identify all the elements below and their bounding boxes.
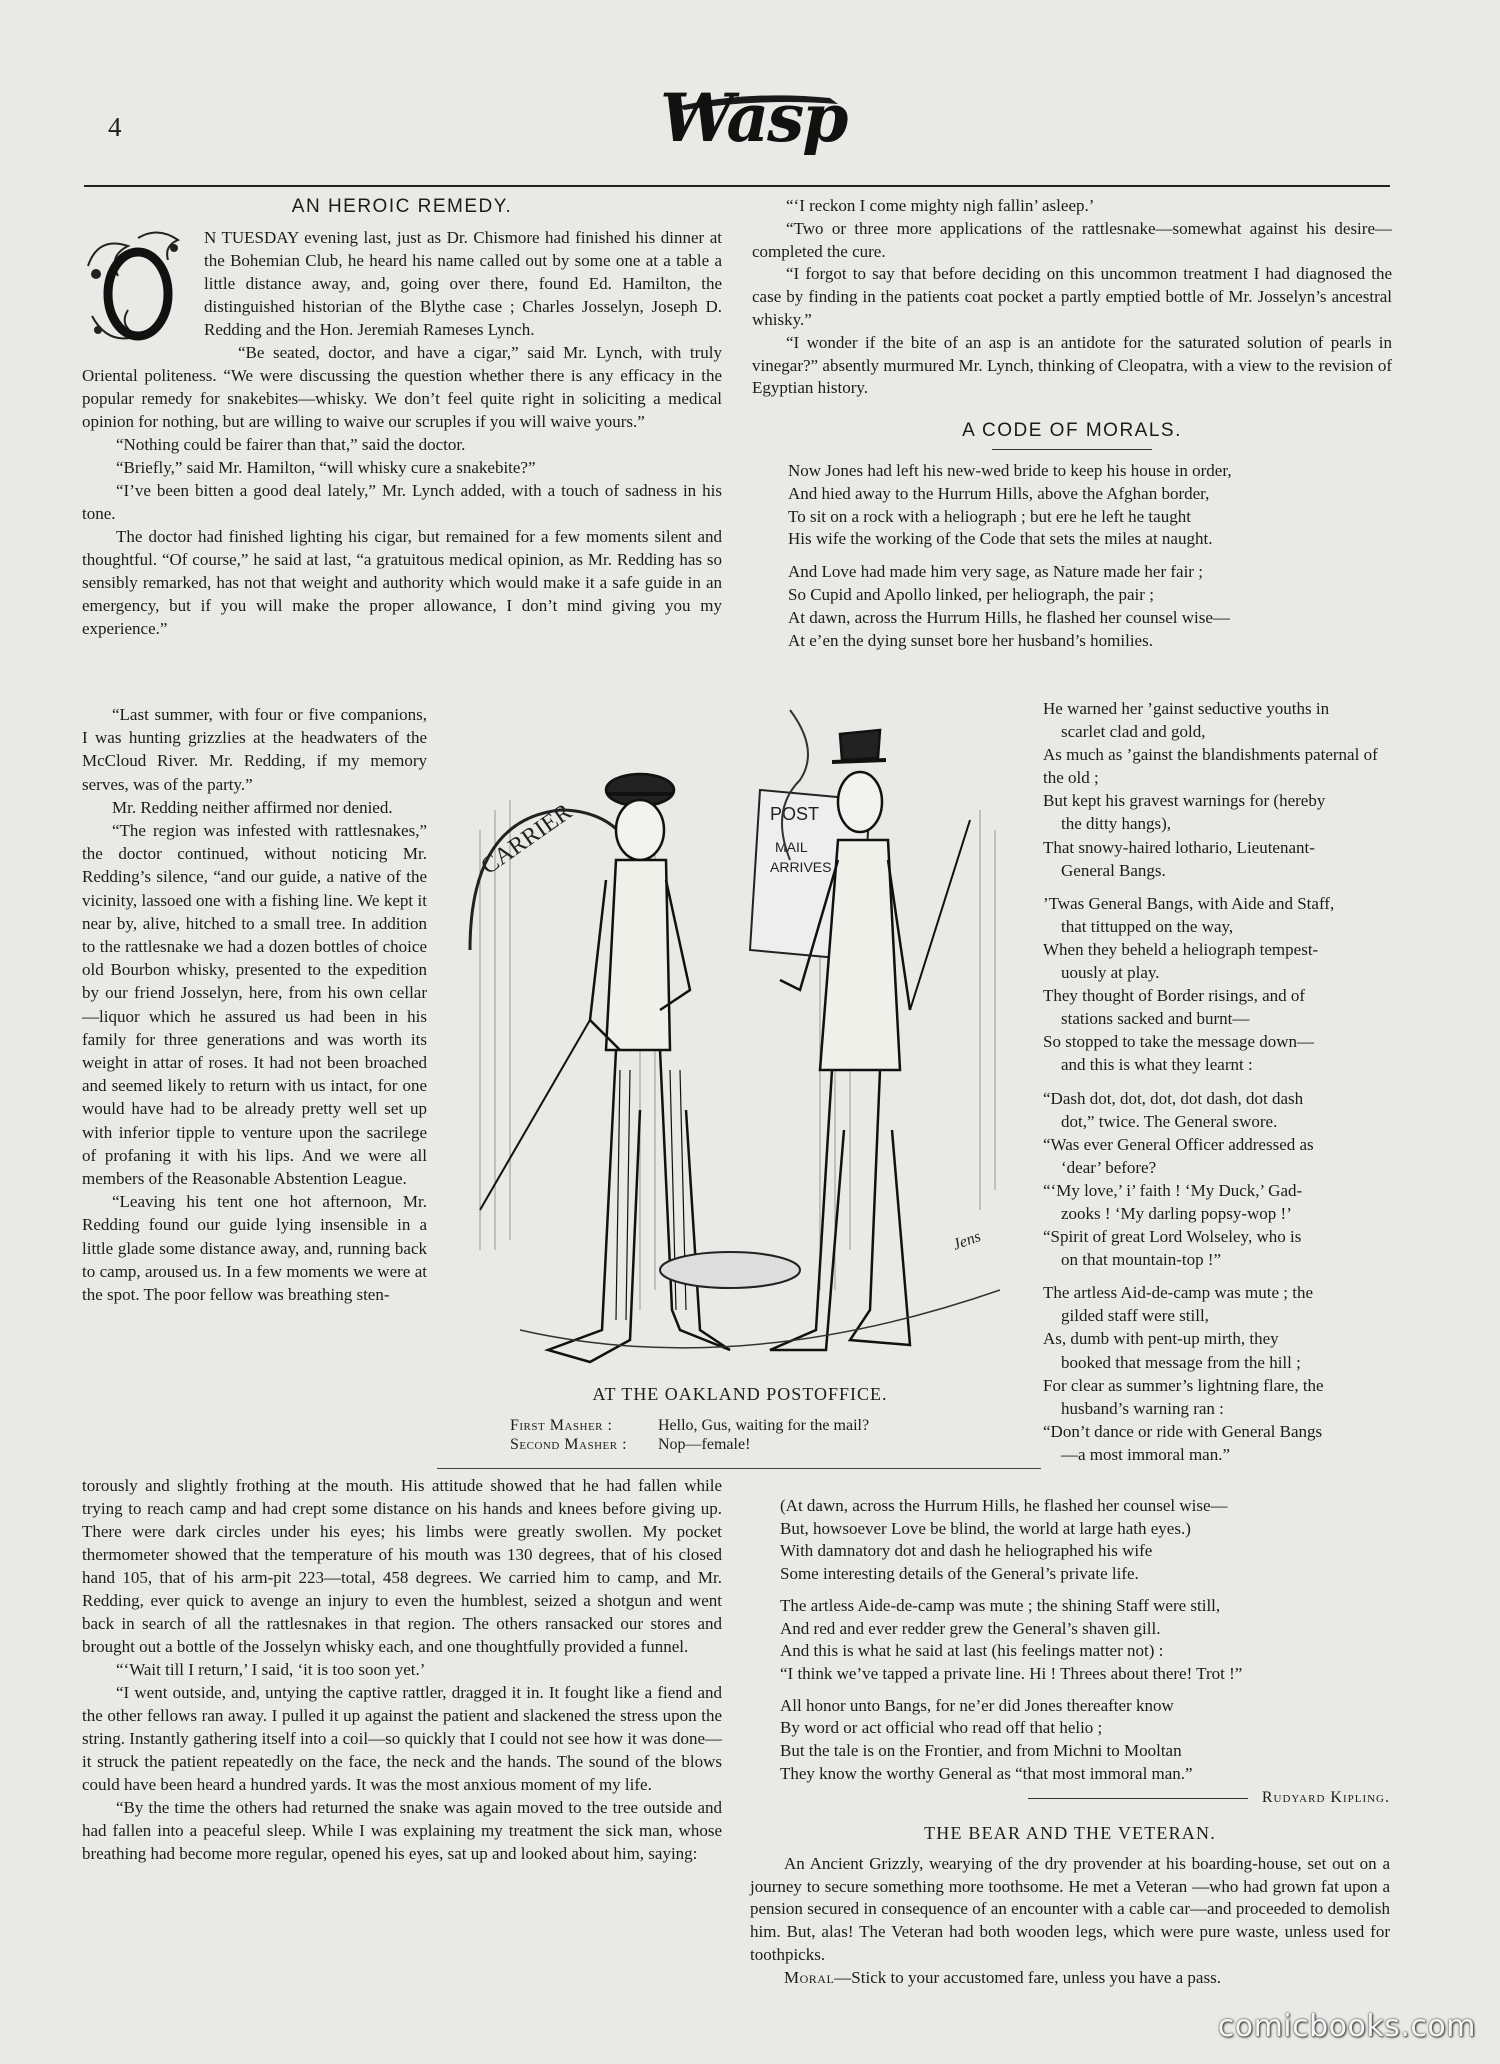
poem-line: As, dumb with pent-up mirth, they bbox=[1043, 1329, 1279, 1349]
poem-line: “Was ever General Officer addressed as bbox=[1043, 1134, 1314, 1154]
poem-line: booked that message from the hill ; bbox=[1061, 1352, 1301, 1372]
poem-line: the ditty hangs), bbox=[1061, 814, 1172, 834]
paragraph: “Briefly,” said Mr. Hamilton, “will whisky cure a snakebite?” bbox=[116, 458, 536, 477]
paragraph: “I went outside, and, untying the captive rattler, dragged it in. It fought like a fiend and the other fellows ran away. I pulled it up against the patient and slackened the stress upon the string. Instantly gathering itself into a coil—so quickly that I could not see how it was done—it struck the patient repeatedly on the face, the neck and the hands. The sound of the blows could have been heard a hundred yards. It was the most anxious moment of my life. bbox=[82, 1683, 722, 1794]
caption-row bbox=[510, 1416, 1010, 1435]
poem-line: stations sacked and burnt— bbox=[1061, 1009, 1250, 1029]
paragraph: The doctor had finished lighting his cigar, but remained for a few moments silent and thoughtful. “Of course,” he said at last, “a gratuitous medical opinion, as Mr. Redding has so sensibly remarked, has not that weight and authority which would make it a safe guide in an emergency, but if you will make the proper allowance, I don’t mind giving you my experience.” bbox=[82, 527, 722, 638]
poem-line: ’Twas General Bangs, with Aide and Staff, bbox=[1043, 893, 1335, 913]
poem-line: dot,” twice. The General swore. bbox=[1061, 1111, 1278, 1131]
caption-line: Hello, Gus, waiting for the mail? bbox=[658, 1417, 870, 1434]
poem-right-column bbox=[1043, 697, 1388, 1476]
article-title-bear-veteran: THE BEAR AND THE VETERAN. bbox=[924, 1823, 1216, 1843]
signature-row bbox=[780, 1787, 1390, 1810]
poem-line: that tittupped on the way, bbox=[1061, 916, 1234, 936]
poem-line: —a most immoral man.” bbox=[1061, 1444, 1231, 1464]
poem-line: His wife the working of the Code that sets the miles at naught. bbox=[788, 529, 1213, 549]
paragraph: “I wonder if the bite of an asp is an antidote for the saturated solution of pearls in vinegar?” absently murmured Mr. Lynch, thinking of Cleopatra, with a view to the revision of Egyptian history. bbox=[752, 332, 1392, 398]
poem-opening bbox=[752, 460, 1392, 652]
poem-line: (At dawn, across the Hurrum Hills, he flashed her counsel wise— bbox=[780, 1496, 1228, 1515]
poem-line: The artless Aide-de-camp was mute ; the shining Staff were still, bbox=[780, 1595, 1221, 1615]
poem-stanza bbox=[1043, 892, 1388, 1077]
page-number: 4 bbox=[108, 112, 122, 142]
bear-and-veteran-article bbox=[750, 1822, 1390, 1990]
signature-rule bbox=[1028, 1798, 1248, 1799]
poem-line: For clear as summer’s lightning flare, the bbox=[1043, 1375, 1324, 1395]
poem-line: and this is what they learnt : bbox=[1061, 1055, 1253, 1075]
cartoon-caption-title: AT THE OAKLAND POSTOFFICE. bbox=[592, 1384, 888, 1404]
poem-stanza bbox=[1043, 1087, 1388, 1272]
poem-line: They know the worthy General as “that most immoral man.” bbox=[780, 1763, 1193, 1783]
caption-rule bbox=[437, 1468, 1041, 1469]
poem-line: So Cupid and Apollo linked, per heliograph, the pair ; bbox=[788, 584, 1154, 604]
poem-line: But, howsoever Love be blind, the world at large hath eyes.) bbox=[780, 1518, 1191, 1538]
sign-arrives: ARRIVES bbox=[770, 859, 832, 875]
poem-line: husband’s warning ran : bbox=[1061, 1398, 1224, 1418]
poem-line: on that mountain-top !” bbox=[1061, 1250, 1222, 1270]
artist-signature: Jens bbox=[950, 1228, 984, 1254]
poem-line: That snowy-haired lothario, Lieutenant- bbox=[1043, 837, 1315, 857]
poem-line: They thought of Border risings, and of bbox=[1043, 986, 1306, 1006]
poem-line: Some interesting details of the General’s private life. bbox=[780, 1564, 1139, 1584]
poem-bottom-column bbox=[780, 1495, 1390, 1810]
poem-line: “Spirit of great Lord Wolseley, who is bbox=[1043, 1227, 1302, 1247]
sign-carrier: CARRIER bbox=[476, 798, 577, 880]
sign-mail: MAIL bbox=[775, 839, 808, 855]
poem-line: uously at play. bbox=[1061, 963, 1160, 983]
watermark: comicbooks.com bbox=[1217, 2009, 1476, 2044]
poem-line: And hied away to the Hurrum Hills, above the Afghan border, bbox=[788, 483, 1210, 503]
poem-stanza bbox=[788, 561, 1392, 652]
paragraph: torously and slightly frothing at the mouth. His attitude showed that he had fallen while trying to reach camp and had crept some distance on his hands and knees before giving up. There were dark circles under his eyes; his limbs were greatly swollen. My pocket thermometer showed that the temperature of his mouth was 130 degrees, that of his closed hand 105, that of his arm-pit 223—total, 458 degrees. We carried him to camp, and Mr. Redding, ever quick to avenge an injury to even the humblest, seized a shotgun and went back in search of all the rattlesnakes in that region. The others ransacked our stores and brought out a bottle of the Josselyn whisky each, and one thoughtfully provided a funnel. bbox=[82, 1476, 722, 1656]
caption-speaker: First Masher : bbox=[510, 1417, 613, 1434]
paragraph: “Be seated, doctor, and have a cigar,” said Mr. Lynch, with truly Oriental politeness. “We were discussing the question whether there is any efficacy in the popular remedy for snakebites—whisky. We don’t feel quite right in soliciting a medical opinion for nothing, but are willing to waive our scruples if you will waive yours.” bbox=[82, 343, 722, 431]
cartoon-caption-dialogue bbox=[510, 1416, 1010, 1454]
paragraph: “Nothing could be fairer than that,” said the doctor. bbox=[116, 435, 466, 454]
poem-line: Now Jones had left his new-wed bride to keep his house in order, bbox=[788, 460, 1232, 480]
poem-stanza bbox=[1043, 1281, 1388, 1466]
poem-line: So stopped to take the message down— bbox=[1043, 1032, 1315, 1052]
article-title-code-of-morals: A CODE OF MORALS. bbox=[962, 420, 1182, 442]
paragraph: “‘I reckon I come mighty nigh fallin’ asleep.’ bbox=[786, 196, 1095, 215]
poem-line: “‘My love,’ i’ faith ! ‘My Duck,’ Gad- bbox=[1043, 1180, 1303, 1200]
heroic-remedy-narrow-column bbox=[82, 703, 427, 1306]
poem-line: And Love had made him very sage, as Nature made her fair ; bbox=[788, 562, 1203, 582]
poem-line: “I think we’ve tapped a private line. Hi ! Threes about there! Trot !” bbox=[780, 1663, 1243, 1683]
paragraph: Mr. Redding neither affirmed nor denied. bbox=[112, 797, 393, 817]
poem-line: gilded staff were still, bbox=[1061, 1306, 1209, 1326]
title-rule bbox=[992, 449, 1152, 450]
poem-line: But kept his gravest warnings for (hereby bbox=[1043, 791, 1326, 811]
heroic-remedy-article bbox=[82, 195, 722, 640]
poem-line: And this is what he said at last (his feelings matter not) : bbox=[780, 1641, 1164, 1661]
poem-line: And red and ever redder grew the General’s shaven gill. bbox=[780, 1618, 1161, 1638]
poem-line: When they beheld a heliograph tempest- bbox=[1043, 939, 1319, 959]
paragraph: “Two or three more applications of the rattlesnake—somewhat against his desire—completed the cure. bbox=[752, 218, 1392, 261]
paragraph: “Leaving his tent one hot afternoon, Mr. Redding found our guide lying insensible in a little glade some distance away, and, running back to camp, aroused us. In a few moments we were at the spot. The poor fellow was breathing sten- bbox=[82, 1192, 427, 1305]
poem-line: ‘dear’ before? bbox=[1061, 1157, 1157, 1177]
sign-post: POST bbox=[770, 804, 820, 824]
poem-line: “Dash dot, dot, dot, dot dash, dot dash bbox=[1043, 1088, 1304, 1108]
author-signature: Rudyard Kipling. bbox=[1261, 1789, 1390, 1807]
poem-line: By word or act official who read off that helio ; bbox=[780, 1718, 1103, 1738]
paragraph: “Last summer, with four or five companions, I was hunting grizzlies at the headwaters of the McCloud River. Mr. Redding, if my memory serves, was of the party.” bbox=[82, 705, 427, 794]
paragraph: “The region was infested with rattlesnakes,” the doctor continued, without noticing Mr. Redding’s silence, “and our guide, a native of the vicinity, lassoed one with a fishing line. We kept it near by, alive, hitched to a small tree. In addition to the rattlesnake we had a dozen bottles of choice old Bourbon whisky, presented to the expedition by our friend Josselyn, here, from his own cellar—liquor which he assured us had been in his family for three generations and was worth its weight in attar of roses. It had not been broached and seemed likely to return with us intact, for one would have had to be already pretty well set up with inferior tipple to venture upon the sacrilege of profaning it with his lips. And we were all members of the Reasonable Abstention League. bbox=[82, 821, 427, 1189]
poem-stanza bbox=[780, 1595, 1390, 1686]
header-rule bbox=[84, 185, 1390, 187]
paragraph: “I forgot to say that before deciding on this uncommon treatment I had diagnosed the case by finding in the patients coat pocket a partly emptied bottle of Mr. Josselyn’s ancestral whisky.” bbox=[752, 264, 1392, 329]
caption-row bbox=[510, 1435, 1010, 1454]
poem-stanza bbox=[780, 1495, 1390, 1586]
caption-line: Nop—female! bbox=[658, 1436, 751, 1453]
poem-line: But the tale is on the Frontier, and from Michni to Mooltan bbox=[780, 1741, 1182, 1761]
ornamental-dropcap bbox=[78, 226, 196, 356]
paragraph: An Ancient Grizzly, wearying of the dry provender at his boarding-house, set out on a journey to secure something more toothsome. He met a Veteran —who had grown fat upon a pension secured in consequence of an encounter with a cable car—and proceeded to demolish him. But, alas! The Veteran had both wooden legs, which were pure waste, unless used for toothpicks. bbox=[750, 1853, 1390, 1964]
right-column-top bbox=[752, 195, 1392, 652]
poem-line: As much as ’gainst the blandishments paternal of the old ; bbox=[1043, 745, 1378, 788]
moral-paragraph bbox=[750, 1967, 1390, 1990]
caption-speaker: Second Masher : bbox=[510, 1436, 628, 1453]
poem-line: All honor unto Bangs, for ne’er did Jones thereafter know bbox=[780, 1695, 1174, 1715]
poem-line: He warned her ’gainst seductive youths in bbox=[1043, 699, 1330, 718]
article-title-heroic-remedy: AN HEROIC REMEDY. bbox=[291, 196, 513, 217]
paragraph: “‘Wait till I return,’ I said, ‘it is too soon yet.’ bbox=[116, 1660, 426, 1679]
heroic-remedy-continued bbox=[82, 1474, 722, 1865]
poem-line: At dawn, across the Hurrum Hills, he flashed her counsel wise— bbox=[788, 607, 1230, 627]
masthead-logo: Wasp bbox=[660, 79, 847, 157]
poem-stanza bbox=[788, 460, 1392, 551]
poem-line: To sit on a rock with a heliograph ; but ere he left he taught bbox=[788, 506, 1191, 526]
poem-stanza bbox=[780, 1695, 1390, 1786]
poem-line: The artless Aid-de-camp was mute ; the bbox=[1043, 1283, 1314, 1303]
paragraph: “I’ve been bitten a good deal lately,” Mr. Lynch added, with a touch of sadness in his tone. bbox=[82, 481, 722, 523]
moral-label: Moral bbox=[784, 1967, 835, 1987]
poem-line: “Don’t dance or ride with General Bangs bbox=[1043, 1421, 1323, 1441]
poem-stanza bbox=[1043, 697, 1388, 882]
poem-line: General Bangs. bbox=[1061, 860, 1166, 880]
poem-line: scarlet clad and gold, bbox=[1061, 722, 1206, 742]
cartoon-illustration bbox=[440, 690, 1040, 1380]
moral-text: —Stick to your accustomed fare, unless you have a pass. bbox=[834, 1967, 1221, 1987]
floral-ornament-icon bbox=[78, 226, 196, 356]
paragraph: N TUESDAY evening last, just as Dr. Chismore had finished his dinner at the Bohemian Club, he heard his name called out by some one at a table a little distance away, and, going over there, found Ed. Hamilton, the distinguished historian of the Blythe case ; Charles Josselyn, Joseph D. Redding and the Hon. Jeremiah Rameses Lynch. bbox=[204, 228, 722, 339]
poem-line: At e’en the dying sunset bore her husband’s homilies. bbox=[788, 630, 1153, 650]
poem-line: With damnatory dot and dash he heliographed his wife bbox=[780, 1541, 1153, 1561]
poem-line: zooks ! ‘My darling popsy-wop !’ bbox=[1061, 1203, 1292, 1223]
paragraph: “By the time the others had returned the snake was again moved to the tree outside and had fallen into a peaceful sleep. While I was explaining my treatment the sick man, whose breathing had become more regular, opened his eyes, sat up and looked about him, saying: bbox=[82, 1798, 722, 1863]
